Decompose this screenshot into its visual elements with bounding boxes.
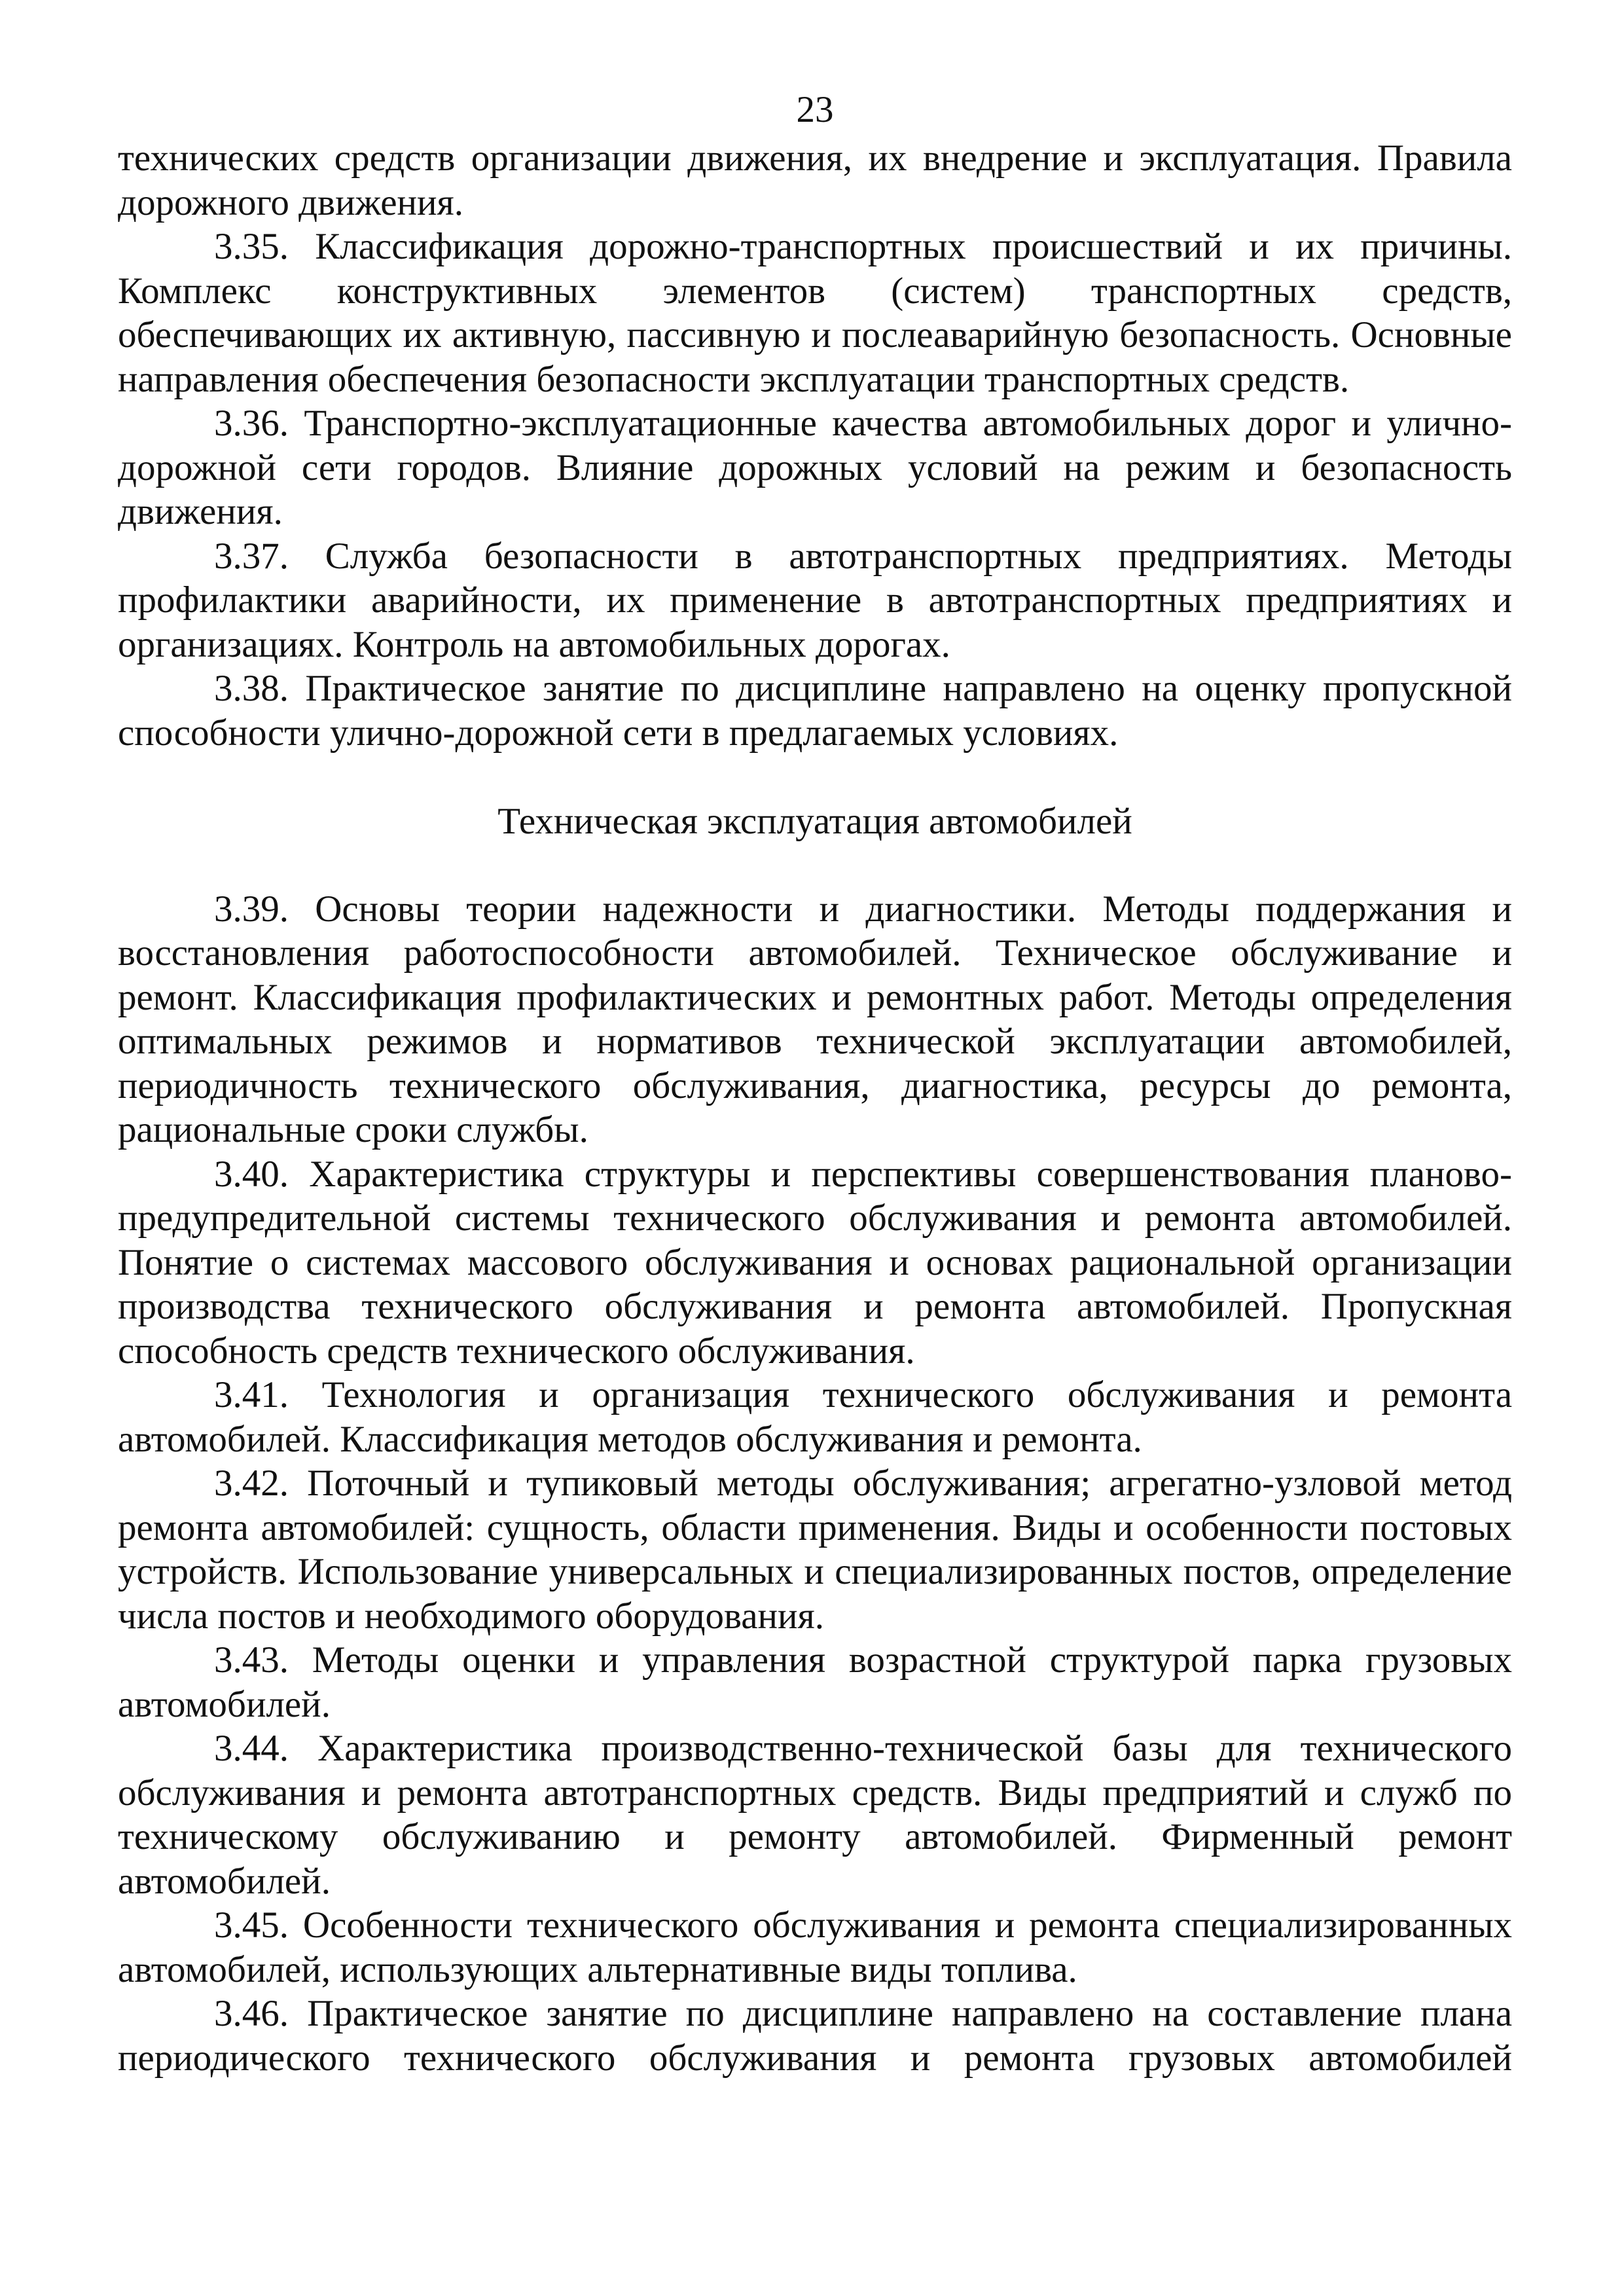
paragraph-3-39: 3.39. Основы теории надежности и диагностики. Методы поддержания и восстановления работоспособности автомобилей. Техническое обслуживание и ремонт. Классификация профилактических и ремонтных работ. Методы определения оптимальных режимов и нормативов технической эксплуатации автомобилей, периодичность технического обслуживания, диагностика, ресурсы до ремонта, рациональные сроки службы. xyxy=(118,888,1512,1150)
paragraph-3-41: 3.41. Технология и организация технического обслуживания и ремонта автомобилей. Классификация методов обслуживания и ремонта. xyxy=(118,1374,1512,1460)
paragraph-3-42: 3.42. Поточный и тупиковый методы обслуживания; агрегатно-узловой метод ремонта автомобилей: сущность, области применения. Виды и особенности постовых устройств. Использование универсальных и специализированных постов, определение числа постов и необходимого оборудования. xyxy=(118,1463,1512,1637)
document-page xyxy=(118,85,1512,2080)
paragraph-continuation: технических средств организации движения, их внедрение и эксплуатация. Правила дорожного движения. xyxy=(118,137,1512,223)
paragraph-3-43: 3.43. Методы оценки и управления возрастной структурой парка грузовых автомобилей. xyxy=(118,1639,1512,1725)
paragraph-3-46: 3.46. Практическое занятие по дисциплине направлено на составление плана периодического технического обслуживания и ремонта грузовых автомобилей xyxy=(118,1993,1512,2079)
paragraph-3-40: 3.40. Характеристика структуры и перспективы совершенствования планово-предупредительной системы технического обслуживания и ремонта автомобилей. Понятие о системах массового обслуживания и основах рациональной организации производства технического обслуживания и ремонта автомобилей. Пропускная способность средств технического обслуживания. xyxy=(118,1153,1512,1372)
paragraph-3-45: 3.45. Особенности технического обслуживания и ремонта специализированных автомобилей, использующих альтернативные виды топлива. xyxy=(118,1904,1512,1990)
paragraph-3-38: 3.38. Практическое занятие по дисциплине направлено на оценку пропускной способности улично-дорожной сети в предлагаемых условиях. xyxy=(118,668,1512,754)
paragraph-3-35: 3.35. Классификация дорожно-транспортных происшествий и их причины. Комплекс конструктивных элементов (систем) транспортных средств, обеспечивающих их активную, пассивную и послеаварийную безопасность. Основные направления обеспечения безопасности эксплуатации транспортных средств. xyxy=(118,226,1512,400)
paragraph-3-44: 3.44. Характеристика производственно-технической базы для технического обслуживания и ремонта автотранспортных средств. Виды предприятий и служб по техническому обслуживанию и ремонту автомобилей. Фирменный ремонт автомобилей. xyxy=(118,1728,1512,1902)
section-heading: Техническая эксплуатация автомобилей xyxy=(497,801,1132,842)
page-number: 23 xyxy=(796,89,834,130)
paragraph-3-37: 3.37. Служба безопасности в автотранспортных предприятиях. Методы профилактики аварийности, их применение в автотранспортных предприятиях и организациях. Контроль на автомобильных дорогах. xyxy=(118,535,1512,665)
paragraph-3-36: 3.36. Транспортно-эксплуатационные качества автомобильных дорог и улично-дорожной сети городов. Влияние дорожных условий на режим и безопасность движения. xyxy=(118,403,1512,532)
